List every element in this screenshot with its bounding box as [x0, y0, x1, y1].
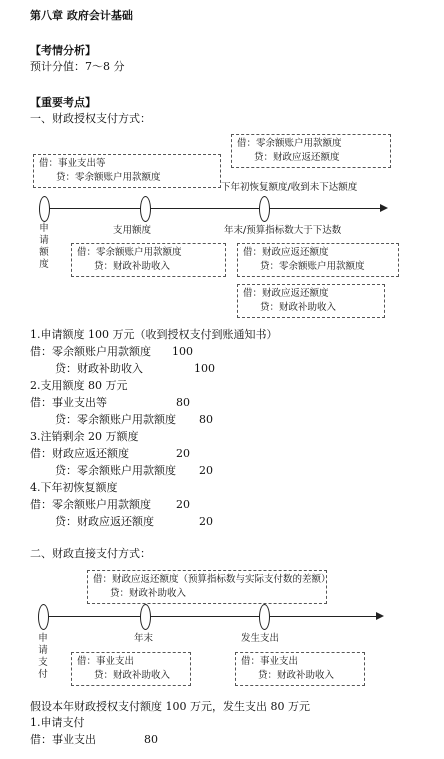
entry-credit: 贷：零余额账户用款额度 [55, 464, 176, 477]
box-line: 借：财政应返还额度（预算指标数与实际支付数的差额） [93, 574, 331, 585]
box-line: 贷：财政补助收入 [260, 302, 337, 313]
box-line: 贷：财政补助收入 [94, 670, 171, 681]
timeline-node [259, 196, 270, 222]
assumption-text: 假设本年财政授权支付额度 100 万元，发生支出 80 万元 [30, 700, 310, 713]
entry-debit: 借：零余额账户用款额度 [30, 345, 151, 358]
timeline-arrow-icon [376, 612, 384, 620]
entry-amount: 20 [199, 515, 213, 528]
box-restore-entry [231, 134, 391, 168]
label-apply-quota: 申请额度 [39, 223, 49, 270]
timeline-node [140, 604, 151, 630]
step-title: 1.申请支付 [30, 716, 85, 729]
entry-debit: 借：零余额账户用款额度 [30, 498, 151, 511]
timeline-node [259, 604, 270, 630]
entry-amount: 100 [194, 362, 215, 375]
entry-amount: 100 [172, 345, 193, 358]
entry-debit: 借：财政应返还额度 [30, 447, 129, 460]
timeline-node [39, 196, 50, 222]
entry-credit: 贷：财政应返还额度 [55, 515, 154, 528]
step-amount: 80 [144, 733, 158, 746]
box-line: 借：事业支出 [241, 656, 299, 667]
entry-title: 1.申请额度 100 万元（收到授权支付到账通知书） [30, 328, 278, 341]
box-cancel-entry [237, 243, 399, 277]
entry-credit: 贷：零余额账户用款额度 [55, 413, 176, 426]
box-line: 贷：财政应返还额度 [254, 152, 340, 163]
entry-credit: 贷：财政补助收入 [55, 362, 143, 375]
label-next-year-restore: 下年初恢复额度/收到未下达额度 [221, 182, 358, 193]
entry-title: 4.下年初恢复额度 [30, 481, 118, 494]
exam-analysis-heading: 【考情分析】 [30, 44, 96, 57]
entry-amount: 20 [176, 498, 190, 511]
section1-heading: 一、财政授权支付方式： [30, 112, 151, 125]
entry-amount: 20 [199, 464, 213, 477]
timeline-arrow-icon [380, 204, 388, 212]
section2-heading: 二、财政直接支付方式： [30, 547, 151, 560]
box-apply-expense-entry [71, 652, 191, 686]
box-line: 借：零余额账户用款额度 [77, 247, 182, 258]
timeline-axis [40, 616, 378, 617]
box-line: 贷：零余额账户用款额度 [56, 172, 161, 183]
box-year-end-entry [87, 570, 331, 604]
label-year-end: 年末/预算指标数大于下达数 [224, 225, 342, 236]
entry-amount: 80 [199, 413, 213, 426]
timeline-axis [40, 208, 382, 209]
step-debit: 借：事业支出 [30, 733, 96, 746]
box-line: 借：事业支出 [77, 656, 135, 667]
entry-debit: 借：事业支出等 [30, 396, 107, 409]
box-occurred-expense-entry [235, 652, 365, 686]
box-line: 借：事业支出等 [39, 158, 106, 169]
box-apply-entry [71, 243, 226, 277]
entry-amount: 80 [176, 396, 190, 409]
box-line: 贷：财政补助收入 [258, 670, 335, 681]
box-line: 借：财政应返还额度 [243, 288, 329, 299]
key-points-heading: 【重要考点】 [30, 96, 96, 109]
entry-amount: 20 [176, 447, 190, 460]
box-line: 贷：零余额账户用款额度 [260, 261, 365, 272]
box-line: 借：财政应返还额度 [243, 247, 329, 258]
label-apply-payment: 申请支付 [38, 633, 48, 680]
box-spend-entry [33, 154, 221, 188]
box-line: 借：零余额账户用款额度 [237, 138, 342, 149]
chapter-title: 第八章 政府会计基础 [30, 9, 133, 22]
entry-title: 2.支用额度 80 万元 [30, 379, 128, 392]
box-difference-entry [237, 284, 385, 318]
box-line: 贷：财政补助收入 [110, 588, 187, 599]
timeline-node [140, 196, 151, 222]
label-year-end: 年末 [134, 633, 154, 644]
entry-title: 3.注销剩余 20 万额度 [30, 430, 139, 443]
exam-score: 预计分值：7～8 分 [30, 60, 125, 73]
label-used-quota: 支用额度 [113, 225, 152, 236]
label-expense-occurred: 发生支出 [241, 633, 280, 644]
box-line: 贷：财政补助收入 [94, 261, 171, 272]
timeline-node [38, 604, 49, 630]
